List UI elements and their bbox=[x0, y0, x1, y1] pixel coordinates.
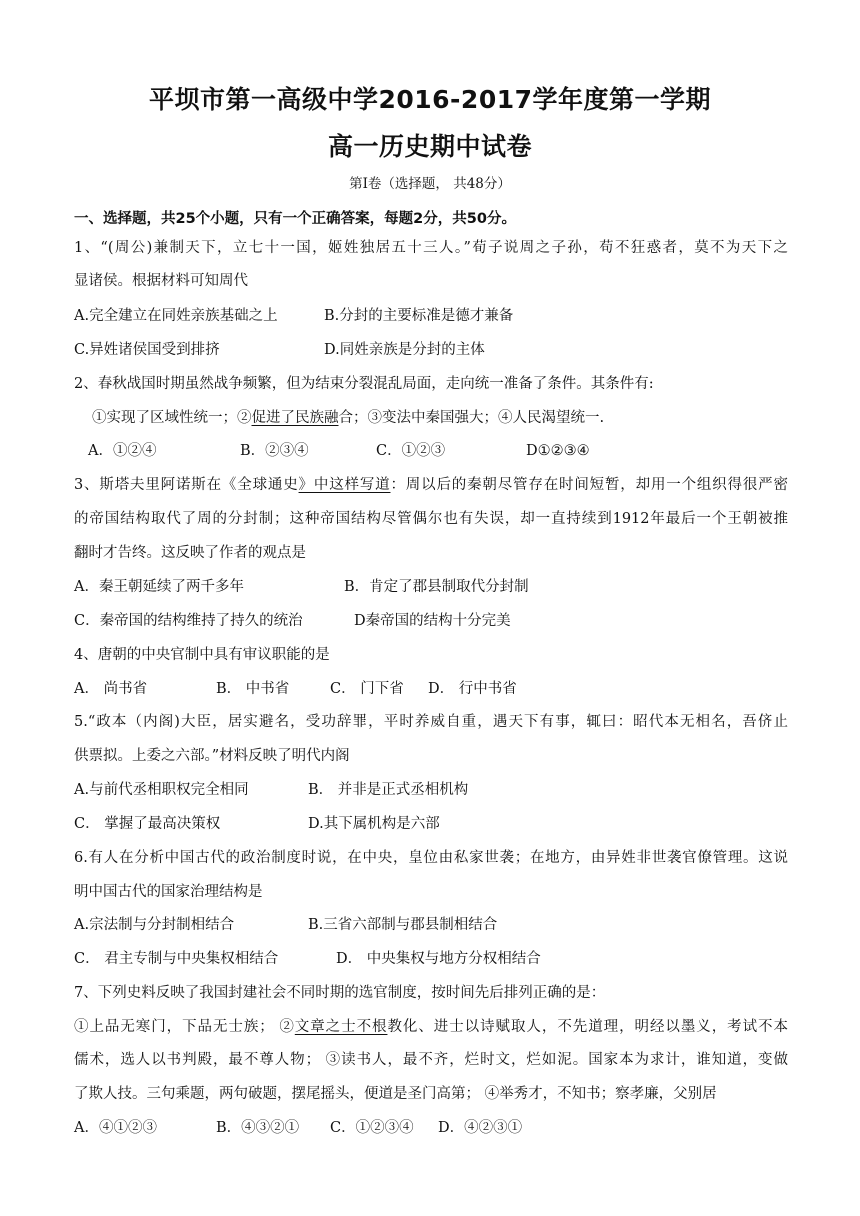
question-2-option-c: C．①②③ bbox=[376, 443, 446, 459]
question-2-items bbox=[92, 408, 604, 428]
question-4-option-d: D． 行中书省 bbox=[428, 681, 517, 697]
exam-title-school: 平坝市第一高级中学2016-2017学年度第一学期 bbox=[148, 85, 712, 114]
question-3-option-d: D秦帝国的结构十分完美 bbox=[354, 613, 511, 629]
section-heading: 一、选择题，共25个小题，只有一个正确答案，每题2分，共50分。 bbox=[74, 211, 516, 227]
question-5-option-c: C． 掌握了最高决策权 bbox=[74, 816, 221, 832]
exam-title-subject: 高一历史期中试卷 bbox=[327, 132, 532, 161]
question-2-option-a: A．①②④ bbox=[88, 443, 157, 459]
question-7-stem: 7、下列史料反映了我国封建社会不同时期的选官制度，按时间先后排列正确的是： bbox=[74, 985, 606, 1001]
question-7-option-a: A．④①②③ bbox=[74, 1120, 157, 1136]
question-2-option-b: B．②③④ bbox=[240, 443, 309, 459]
question-3-line-2: 的帝国结构取代了周的分封制；这种帝国结构尽管偶尔也有失误，却一直持续到1912年最后一个王朝被推 bbox=[74, 511, 788, 527]
question-7-line-2: 儒术，选人以书判殿，最不尊人物； ③读书人，最不齐，烂时文，烂如泥。国家本为求计，谁知道，变做 bbox=[74, 1052, 788, 1068]
question-2-items-underlined: 促进了民族融 bbox=[251, 410, 339, 426]
question-7-line-1-post: 教化、进士以诗赋取人，不先道理，明经以墨义，考试不本 bbox=[387, 1019, 789, 1035]
question-2-stem: 2、春秋战国时期虽然战争频繁，但为结束分裂混乱局面，走向统一准备了条件。其条件有: bbox=[74, 376, 654, 392]
question-5-option-b: B． 并非是正式丞相机构 bbox=[308, 782, 469, 798]
question-1-option-b: B.分封的主要标准是德才兼备 bbox=[324, 308, 514, 324]
part-subtitle: 第Ⅰ卷（选择题， 共48分） bbox=[349, 176, 511, 192]
question-1-stem-line-1: 1、“(周公)兼制天下，立七十一国，姬姓独居五十三人。”荀子说周之子孙，苟不狂惑者，莫不为天下之 bbox=[74, 240, 788, 256]
question-7-option-d: D．④②③① bbox=[438, 1120, 523, 1136]
question-6-line-2: 明中国古代的国家治理结构是 bbox=[74, 884, 263, 900]
question-1-option-d: D.同姓亲族是分封的主体 bbox=[324, 342, 485, 358]
question-7-line-1-pre: ①上品无寒门，下品无士族； ② bbox=[74, 1019, 295, 1035]
question-6-option-a: A.宗法制与分封制相结合 bbox=[74, 917, 235, 933]
question-3-option-b: B．肯定了郡县制取代分封制 bbox=[344, 579, 529, 595]
question-3-line-1-underlined: 》中这样写道 bbox=[298, 477, 391, 493]
question-6-line-1: 6.有人在分析中国古代的政治制度时说，在中央，皇位由私家世袭；在地方，由异姓非世袭官僚管理。这说 bbox=[74, 850, 788, 866]
question-4-stem: 4、唐朝的中央官制中具有审议职能的是 bbox=[74, 647, 330, 663]
question-5-option-d: D.其下属机构是六部 bbox=[308, 816, 440, 832]
question-1-option-c: C.异姓诸侯国受到排挤 bbox=[74, 342, 220, 358]
question-7-line-1 bbox=[74, 1017, 788, 1037]
question-7-line-3: 了欺人技。三句乘题，两句破题，摆尾摇头，便道是圣门高第； ④举秀才，不知书；察孝廉，父别居 bbox=[74, 1086, 717, 1102]
question-3-option-c: C．秦帝国的结构维持了持久的统治 bbox=[74, 613, 303, 629]
question-7-line-1-underlined: 文章之士不根 bbox=[294, 1019, 388, 1035]
question-4-option-c: C． 门下省 bbox=[330, 681, 404, 697]
question-2-items-post: 合；③变法中秦国强大；④人民渴望统一. bbox=[338, 410, 605, 426]
question-3-option-a: A．秦王朝延续了两千多年 bbox=[74, 579, 244, 595]
question-3-line-1-pre: 3、斯塔夫里阿诺斯在《全球通史 bbox=[74, 477, 299, 493]
question-3-line-1 bbox=[74, 475, 788, 495]
question-1-option-a: A.完全建立在同姓亲族基础之上 bbox=[74, 308, 278, 324]
question-4-option-a: A． 尚书省 bbox=[74, 681, 148, 697]
question-5-line-2: 供票拟。上委之六部。”材料反映了明代内阁 bbox=[74, 748, 350, 764]
question-5-option-a: A.与前代丞相职权完全相同 bbox=[74, 782, 249, 798]
question-2-option-d: D①②③④ bbox=[526, 443, 590, 459]
question-6-option-d: D． 中央集权与地方分权相结合 bbox=[336, 951, 541, 967]
question-3-line-3: 翻时才告终。这反映了作者的观点是 bbox=[74, 545, 306, 561]
question-7-option-c: C．①②③④ bbox=[330, 1120, 414, 1136]
question-7-option-b: B．④③②① bbox=[216, 1120, 300, 1136]
question-2-items-pre: ①实现了区域性统一；② bbox=[92, 410, 252, 426]
question-4-option-b: B． 中书省 bbox=[216, 681, 290, 697]
question-6-option-b: B.三省六部制与郡县制相结合 bbox=[308, 917, 498, 933]
question-3-line-1-post: ：周以后的秦朝尽管存在时间短暂，却用一个组织得很严密 bbox=[390, 477, 789, 493]
question-6-option-c: C． 君主专制与中央集权相结合 bbox=[74, 951, 279, 967]
question-5-line-1: 5.“政本（内阁)大臣，居实避名，受功辞罪，平时养威自重，遇天下有事，辄曰：昭代本无相名，吾侪止 bbox=[74, 714, 788, 730]
question-1-stem-line-2: 显诸侯。根据材料可知周代 bbox=[74, 273, 248, 289]
